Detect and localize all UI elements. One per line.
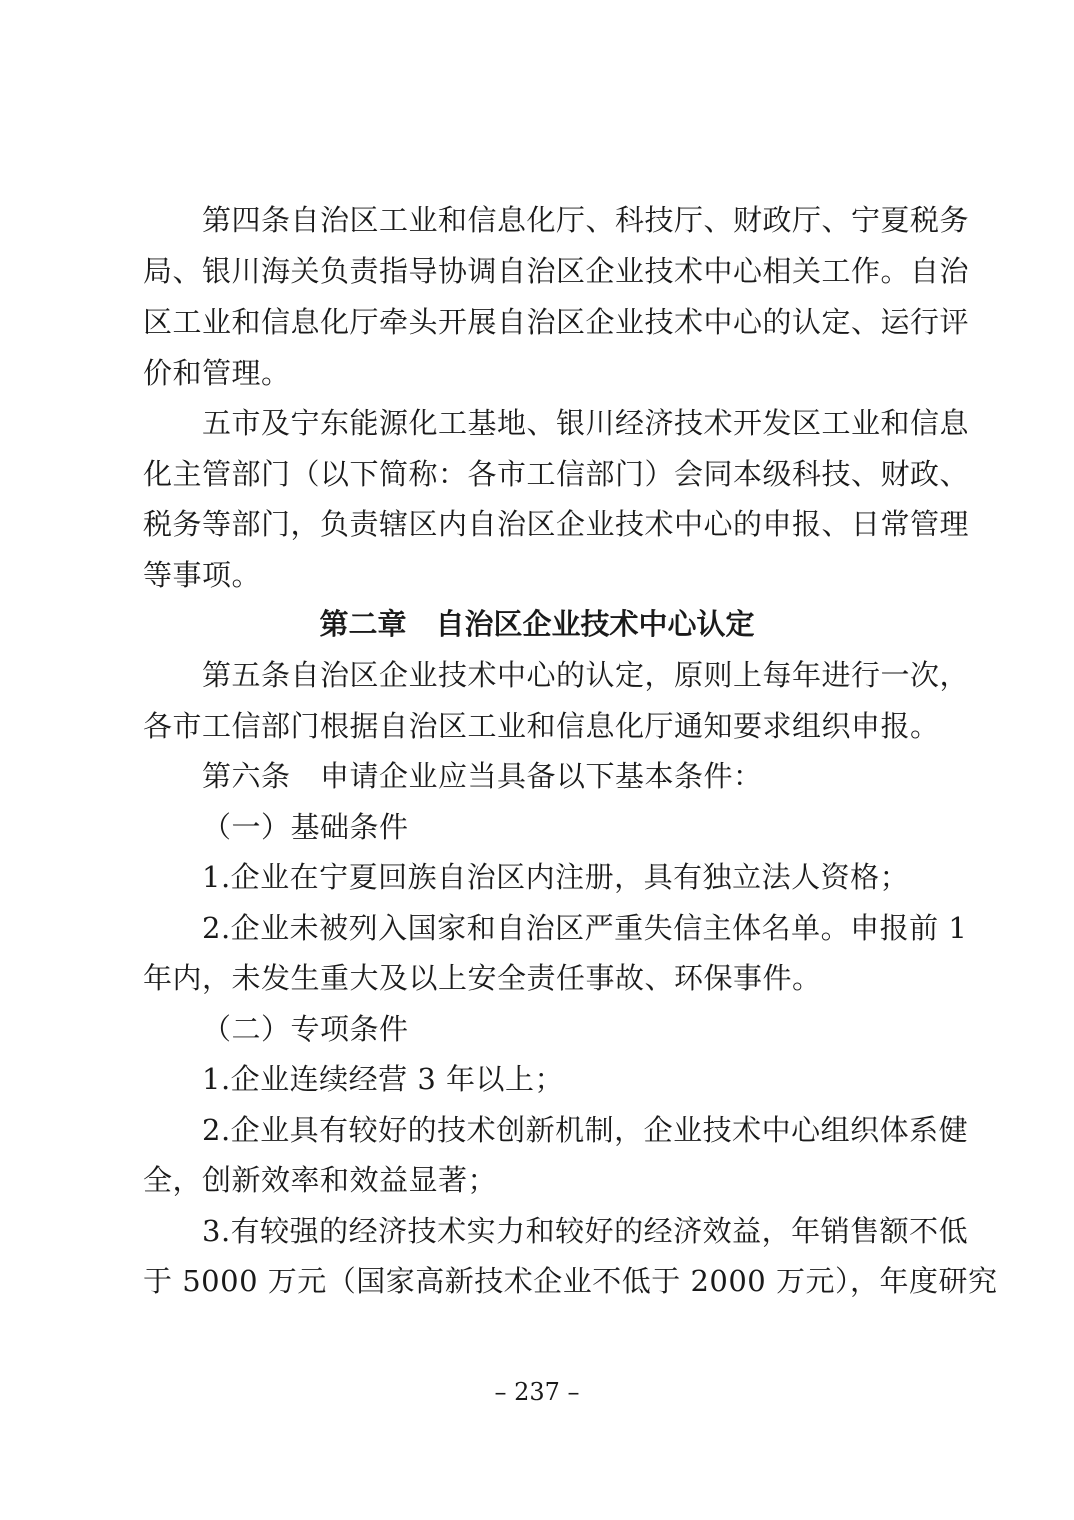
basic-condition-item2-line2: 年内，未发生重大及以上安全责任事故、环保事件。 bbox=[143, 961, 822, 995]
article4-line1: 第四条自治区工业和信息化厅、科技厅、财政厅、宁夏税务 bbox=[202, 203, 970, 237]
special-conditions-heading: （二）专项条件 bbox=[202, 1012, 409, 1046]
article4-para2-line4: 等事项。 bbox=[143, 558, 262, 592]
special-condition-item2-line2: 全，创新效率和效益显著； bbox=[143, 1163, 498, 1197]
article4-line4: 价和管理。 bbox=[143, 356, 291, 390]
article6-intro: 第六条 申请企业应当具备以下基本条件： bbox=[202, 759, 763, 793]
basic-condition-item1: 1.企业在宁夏回族自治区内注册，具有独立法人资格； bbox=[202, 860, 910, 894]
page-number: – 237 – bbox=[494, 1378, 580, 1406]
special-condition-item1: 1.企业连续经营 3 年以上； bbox=[202, 1062, 565, 1096]
article4-line3: 区工业和信息化厅牵头开展自治区企业技术中心的认定、运行评 bbox=[143, 305, 970, 339]
special-condition-item3-line1: 3.有较强的经济技术实力和较好的经济效益，年销售额不低 bbox=[202, 1214, 969, 1248]
article4-para2-line1: 五市及宁东能源化工基地、银川经济技术开发区工业和信息 bbox=[202, 406, 970, 440]
special-condition-item2-line1: 2.企业具有较好的技术创新机制，企业技术中心组织体系健 bbox=[202, 1113, 969, 1147]
article5-line2: 各市工信部门根据自治区工业和信息化厅通知要求组织申报。 bbox=[143, 709, 940, 743]
article4-para2-line2: 化主管部门（以下简称：各市工信部门）会同本级科技、财政、 bbox=[143, 457, 970, 491]
article5-line1: 第五条自治区企业技术中心的认定，原则上每年进行一次， bbox=[202, 658, 970, 692]
article4-line2: 局、银川海关负责指导协调自治区企业技术中心相关工作。自治 bbox=[143, 254, 970, 288]
chapter-heading: 第二章 自治区企业技术中心认定 bbox=[319, 607, 755, 641]
basic-conditions-heading: （一）基础条件 bbox=[202, 810, 409, 844]
article4-para2-line3: 税务等部门，负责辖区内自治区企业技术中心的申报、日常管理 bbox=[143, 507, 970, 541]
special-condition-item3-line2: 于 5000 万元（国家高新技术企业不低于 2000 万元），年度研究 bbox=[143, 1264, 998, 1298]
basic-condition-item2-line1: 2.企业未被列入国家和自治区严重失信主体名单。申报前 1 bbox=[202, 911, 968, 945]
